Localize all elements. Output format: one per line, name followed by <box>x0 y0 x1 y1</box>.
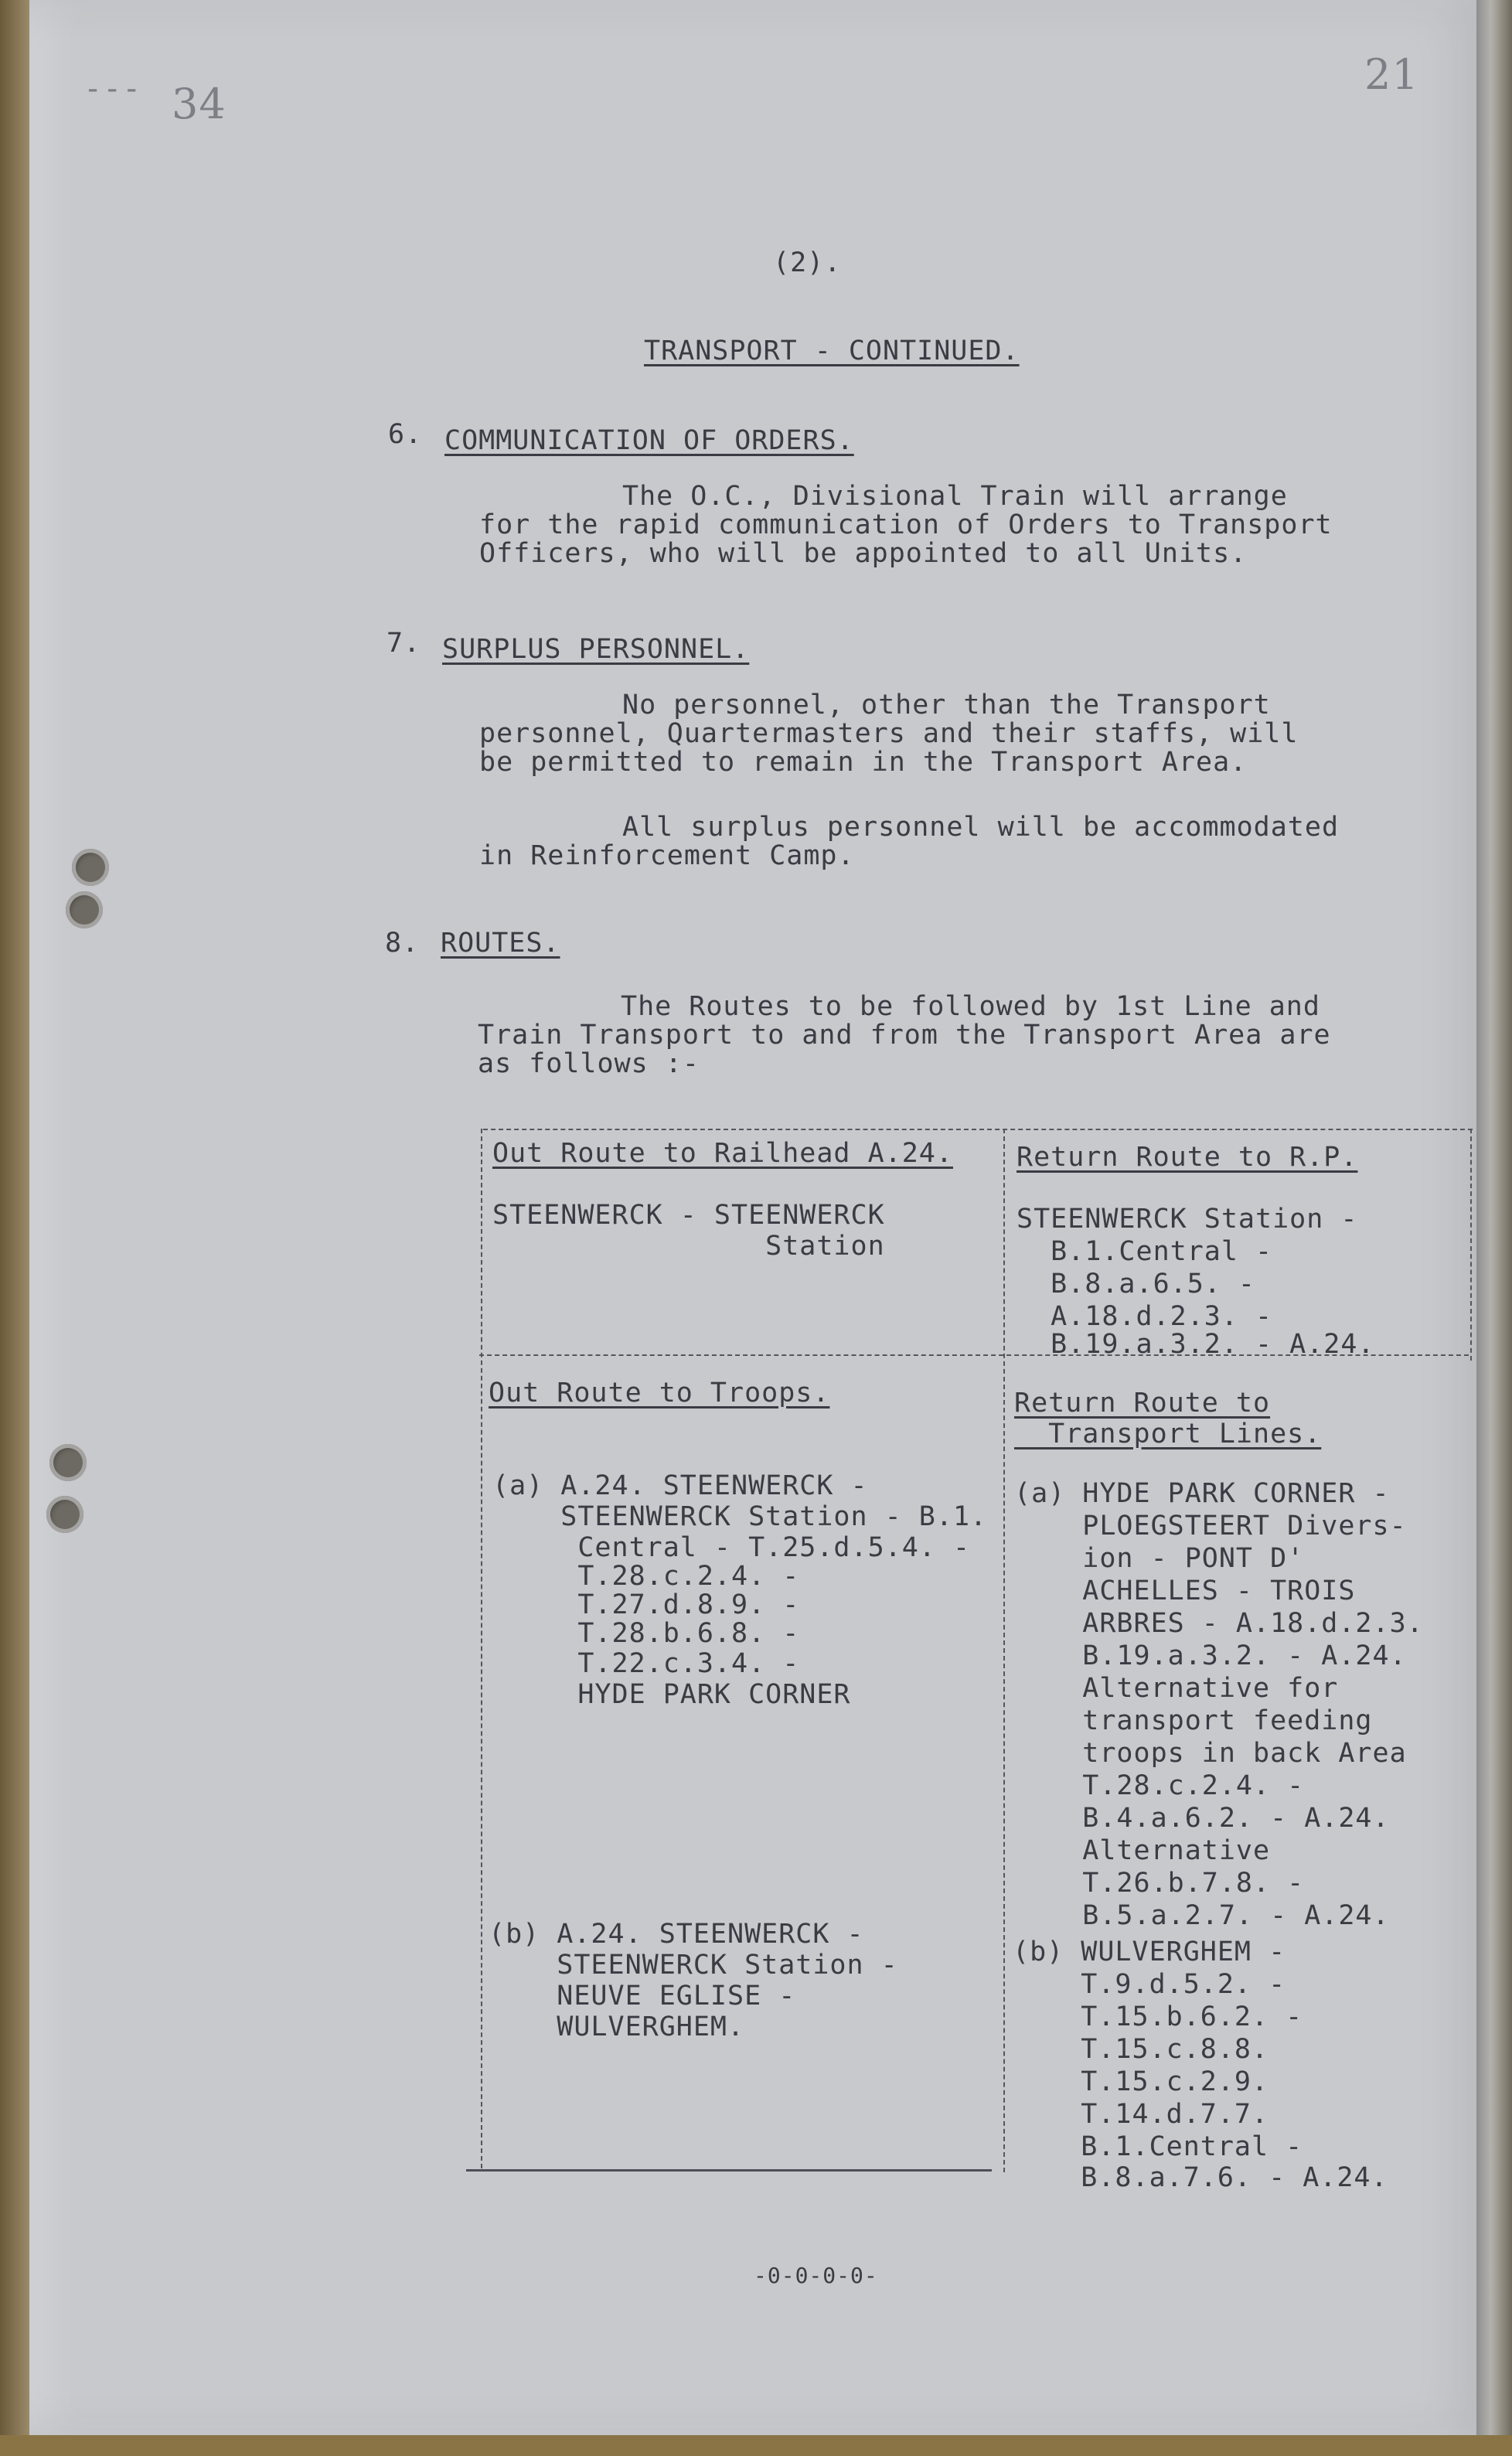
table-bottom-rule <box>466 2169 992 2172</box>
return-route-a-line: ARBRES - A.18.d.2.3. <box>1014 1608 1424 1639</box>
return-route-b-line: (b) WULVERGHEM - <box>1013 1937 1286 1967</box>
return-route-rp-line: B.1.Central - <box>1017 1236 1273 1267</box>
return-route-b-line: T.9.d.5.2. - <box>1013 1969 1286 2000</box>
section-6-line: The O.C., Divisional Train will arrange <box>622 481 1288 512</box>
section-6-line: for the rapid communication of Orders to Transport <box>479 509 1333 540</box>
section-6-title: COMMUNICATION OF ORDERS. <box>444 425 854 456</box>
punch-hole <box>49 1444 87 1481</box>
out-route-b-line: NEUVE EGLISE - <box>489 1981 796 2011</box>
return-route-a-line: T.28.c.2.4. - <box>1014 1770 1305 1801</box>
out-route-railhead-line: Station <box>492 1231 885 1262</box>
pencil-dash: --- <box>83 71 142 107</box>
return-route-rp-line: A.18.d.2.3. - <box>1017 1301 1273 1332</box>
table-left-rule <box>481 1129 482 2168</box>
return-route-a-line: T.26.b.7.8. - <box>1014 1868 1305 1899</box>
page-heading: TRANSPORT - CONTINUED. <box>644 336 1020 366</box>
table-right-rule <box>1470 1129 1472 1361</box>
section-7-line: No personnel, other than the Transport <box>622 690 1271 720</box>
return-route-a-line: Alternative for <box>1014 1673 1339 1704</box>
return-route-a-line: Alternative <box>1014 1835 1271 1866</box>
out-route-b-line: STEENWERCK Station - <box>489 1950 898 1981</box>
out-route-a-line: Central - T.25.d.5.4. - <box>492 1532 971 1563</box>
folio-number: 21 <box>1364 50 1419 99</box>
return-route-a-line: ion - PONT D' <box>1014 1543 1305 1574</box>
section-8-line: Train Transport to and from the Transport Area are <box>478 1020 1331 1051</box>
punch-hole <box>66 891 103 928</box>
return-route-a-line: B.5.a.2.7. - A.24. <box>1014 1900 1390 1931</box>
return-route-b-line: T.14.d.7.7. <box>1013 2099 1269 2130</box>
return-route-rp-line: STEENWERCK Station - <box>1017 1204 1358 1235</box>
return-route-b-line: T.15.c.8.8. <box>1013 2034 1269 2065</box>
return-route-a-line: transport feeding <box>1014 1705 1373 1736</box>
return-route-b-line: B.1.Central - <box>1013 2131 1303 2162</box>
section-7-line: All surplus personnel will be accommodated <box>622 812 1340 843</box>
return-route-b-line: T.15.b.6.2. - <box>1013 2001 1303 2032</box>
return-route-a-line: troops in back Area <box>1014 1738 1407 1769</box>
page-number: (2). <box>773 247 842 278</box>
page-right-edge <box>1476 0 1512 2456</box>
return-route-b-line: B.8.a.7.6. - A.24. <box>1013 2162 1388 2193</box>
archive-number: 34 <box>172 80 226 128</box>
out-route-b-line: WULVERGHEM. <box>489 2011 745 2042</box>
return-route-rp-line: B.8.a.6.5. - <box>1017 1269 1256 1300</box>
section-6-number: 6. <box>388 419 423 450</box>
section-7-line: personnel, Quartermasters and their staffs, will <box>479 718 1299 749</box>
out-route-a-line: (a) A.24. STEENWERCK - <box>492 1470 868 1501</box>
return-route-a-line: B.19.a.3.2. - A.24. <box>1014 1640 1407 1671</box>
return-route-a-line: (a) HYDE PARK CORNER - <box>1014 1478 1390 1509</box>
return-route-rp-header: Return Route to R.P. <box>1017 1142 1358 1173</box>
out-route-a-line: HYDE PARK CORNER <box>492 1679 851 1710</box>
section-7-title: SURPLUS PERSONNEL. <box>442 634 750 665</box>
return-route-lines-header: Transport Lines. <box>1014 1419 1322 1449</box>
return-route-a-line: ACHELLES - TROIS <box>1014 1575 1356 1606</box>
punch-hole <box>72 849 109 886</box>
out-route-troops-header: Out Route to Troops. <box>489 1378 830 1409</box>
return-route-a-line: PLOEGSTEERT Divers- <box>1014 1511 1407 1541</box>
section-8-line: as follows :- <box>478 1048 700 1079</box>
out-route-a-line: T.28.b.6.8. - <box>492 1618 800 1649</box>
out-route-a-line: STEENWERCK Station - B.1. <box>492 1501 988 1532</box>
section-7-line: in Reinforcement Camp. <box>479 840 855 871</box>
out-route-railhead-line: STEENWERCK - STEENWERCK <box>492 1200 885 1231</box>
out-route-b-line: (b) A.24. STEENWERCK - <box>489 1919 864 1950</box>
section-8-number: 8. <box>385 928 420 959</box>
punch-hole <box>46 1496 83 1533</box>
page-left-edge <box>0 0 29 2456</box>
return-route-a-line: B.4.a.6.2. - A.24. <box>1014 1803 1390 1834</box>
return-route-rp-line: B.19.a.3.2. - A.24. <box>1017 1329 1375 1360</box>
table-middle-rule <box>1003 1129 1005 2172</box>
out-route-a-line: T.22.c.3.4. - <box>492 1648 800 1679</box>
out-route-a-line: T.27.d.8.9. - <box>492 1589 800 1620</box>
out-route-railhead-header: Out Route to Railhead A.24. <box>492 1138 953 1169</box>
table-top-rule <box>483 1129 1473 1130</box>
return-route-lines-header: Return Route to <box>1014 1388 1271 1419</box>
section-6-line: Officers, who will be appointed to all Units. <box>479 538 1248 569</box>
out-route-a-line: T.28.c.2.4. - <box>492 1561 800 1592</box>
page-bottom-edge <box>0 2435 1512 2456</box>
return-route-b-line: T.15.c.2.9. <box>1013 2066 1269 2097</box>
section-7-number: 7. <box>387 628 421 659</box>
end-mark: -0-0-0-0- <box>754 2263 878 2288</box>
section-7-line: be permitted to remain in the Transport Area. <box>479 747 1248 778</box>
section-8-title: ROUTES. <box>441 928 560 959</box>
section-8-line: The Routes to be followed by 1st Line and <box>621 991 1320 1022</box>
